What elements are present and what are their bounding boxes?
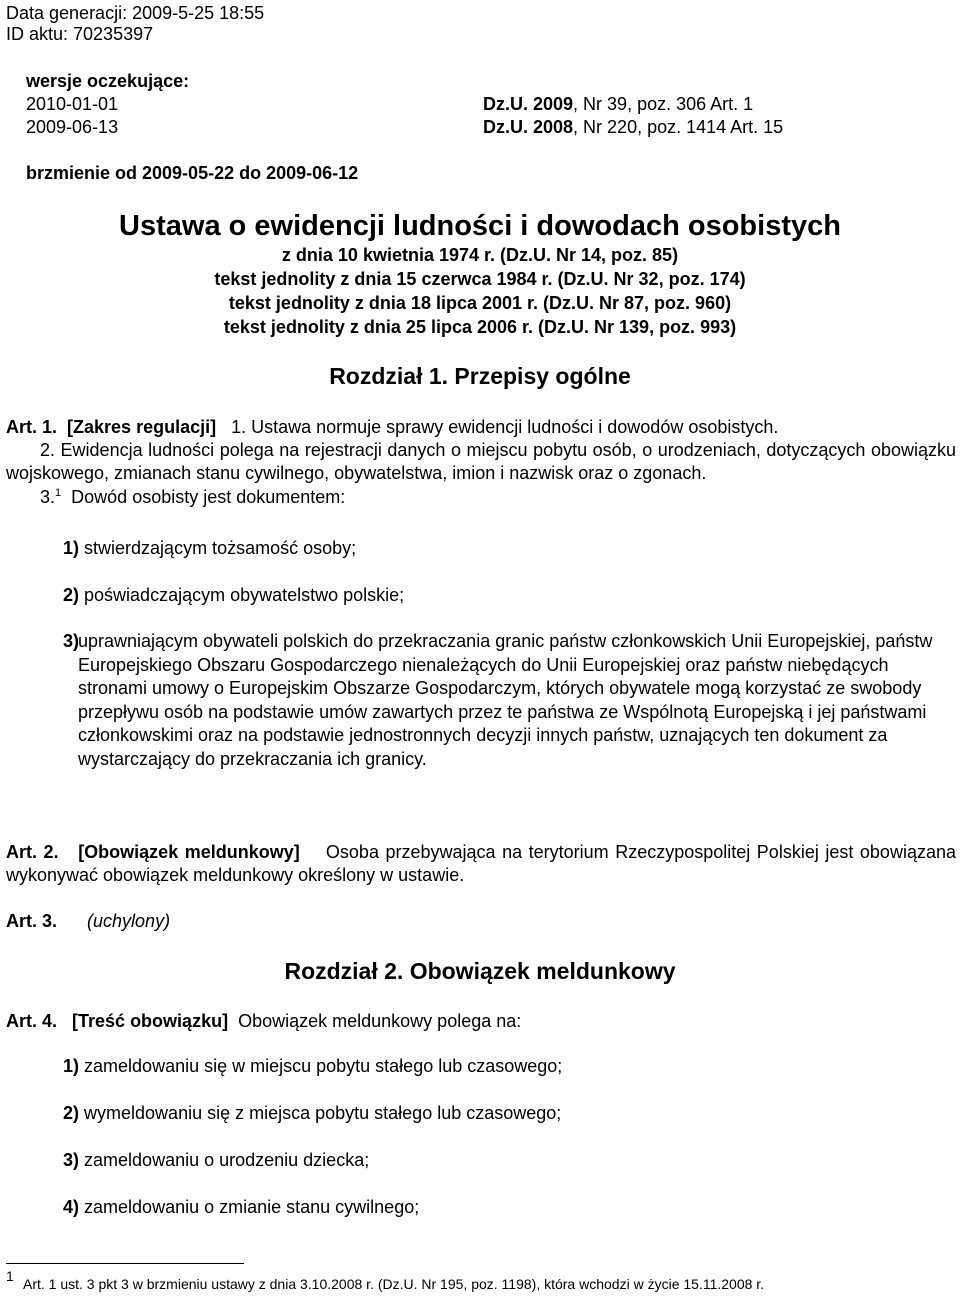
- list-item: 1) zameldowaniu się w miejscu pobytu stałego lub czasowego;: [63, 1056, 563, 1076]
- art-text: (uchylony): [87, 911, 171, 931]
- act-subtitle-line: tekst jednolity z dnia 25 lipca 2006 r. (Dz.U. Nr 139, poz. 993): [223, 317, 737, 337]
- version-date: 2010-01-01: [26, 94, 119, 114]
- art-label: Art. 1.: [6, 417, 58, 437]
- version-reference: Dz.U. 2009, Nr 39, poz. 306 Art. 1: [483, 94, 754, 114]
- chapter-title: Rozdział 1. Przepisy ogólne: [329, 363, 631, 389]
- list-item-number: 3): [63, 631, 80, 651]
- brzmienie-range: brzmienie od 2009-05-22 do 2009-06-12: [26, 163, 359, 183]
- art-paragraph: 3.$^1$ Dowód osobisty jest dokumentem:: [40, 487, 346, 507]
- list-item: 4) zameldowaniu o zmianie stanu cywilnego;: [63, 1197, 420, 1217]
- art-1-header: [6, 416, 778, 438]
- art-label: Art. 3.: [6, 911, 58, 931]
- list-item: 1) stwierdzającym tożsamość osoby;: [63, 538, 357, 558]
- art-label: Art. 2.: [6, 842, 59, 862]
- act-title: Ustawa o ewidencji ludności i dowodach osobistych: [119, 210, 841, 242]
- list-item: 3) zameldowaniu o urodzeniu dziecka;: [63, 1150, 370, 1170]
- act-id: ID aktu: 70235397: [6, 24, 154, 44]
- act-subtitle-line: z dnia 10 kwietnia 1974 r. (Dz.U. Nr 14, poz. 85): [281, 245, 679, 265]
- footnote-ref[interactable]: 1: [55, 487, 62, 499]
- art-3: [6, 910, 170, 932]
- art-label: Art. 4.: [6, 1011, 58, 1031]
- art-paragraph: 2. Ewidencja ludności polega na rejestracji danych o miejscu pobytu osób, o urodzeniach, dotyczących obowiązku wojskowego, zmianach stanu cywilnego, obywatelstwa, imion i nazwisk oraz o zgonach.: [6, 440, 956, 483]
- list-item: uprawniającym obywateli polskich do przekraczania granic państw członkowskich Unii Europejskiej, państw Europejskiego Obszaru Gospodarczego nienależących do Unii Europejskiej oraz państw niebędących stronami umowy o Europejskim Obszarze Gospodarczym, których obywatele mogą korzystać ze swobody przepływu osób na podstawie umów zawartych przez te państwa ze Wspólnotą Europejską i jej państwami członkowskimi oraz na podstawie jednostronnych decyzji innych państw, uznających ten dokument za wystarczający do przekraczania ich granicy.: [78, 631, 933, 769]
- art-paragraph: 1. Ustawa normuje sprawy ewidencji ludności i dowodów osobistych.: [231, 417, 779, 437]
- art-heading: [Treść obowiązku]: [72, 1011, 229, 1031]
- art-heading: [Zakres regulacji]: [67, 417, 217, 437]
- chapter-title: Rozdział 2. Obowiązek meldunkowy: [284, 958, 676, 984]
- list-item: 2) wymeldowaniu się z miejsca pobytu stałego lub czasowego;: [63, 1103, 562, 1123]
- art-heading: [Obowiązek meldunkowy]: [78, 842, 300, 862]
- footnote-divider: [6, 1263, 244, 1264]
- versions-heading: wersje oczekujące:: [26, 71, 190, 91]
- act-subtitle-line: tekst jednolity z dnia 15 czerwca 1984 r. (Dz.U. Nr 32, poz. 174): [214, 269, 746, 289]
- footnote-number: 1: [6, 1268, 14, 1284]
- version-date: 2009-06-13: [26, 117, 119, 137]
- art-text: Osoba przebywająca na terytorium Rzeczypospolitej Polskiej jest obowiązana wykonywać obowiązek meldunkowy określony w ustawie.: [6, 842, 956, 885]
- art-2: [6, 841, 956, 887]
- art-4: [6, 1010, 521, 1032]
- art-text: Obowiązek meldunkowy polega na:: [238, 1011, 522, 1031]
- generation-date: Data generacji: 2009-5-25 18:55: [6, 3, 265, 23]
- footnote-text: Art. 1 ust. 3 pkt 3 w brzmieniu ustawy z dnia 3.10.2008 r. (Dz.U. Nr 195, poz. 1198), która wchodzi w życie 15.11.2008 r.: [23, 1276, 765, 1292]
- list-item: 2) poświadczającym obywatelstwo polskie;: [63, 585, 405, 605]
- version-reference: Dz.U. 2008, Nr 220, poz. 1414 Art. 15: [483, 117, 784, 137]
- act-subtitle-line: tekst jednolity z dnia 18 lipca 2001 r. (Dz.U. Nr 87, poz. 960): [228, 293, 732, 313]
